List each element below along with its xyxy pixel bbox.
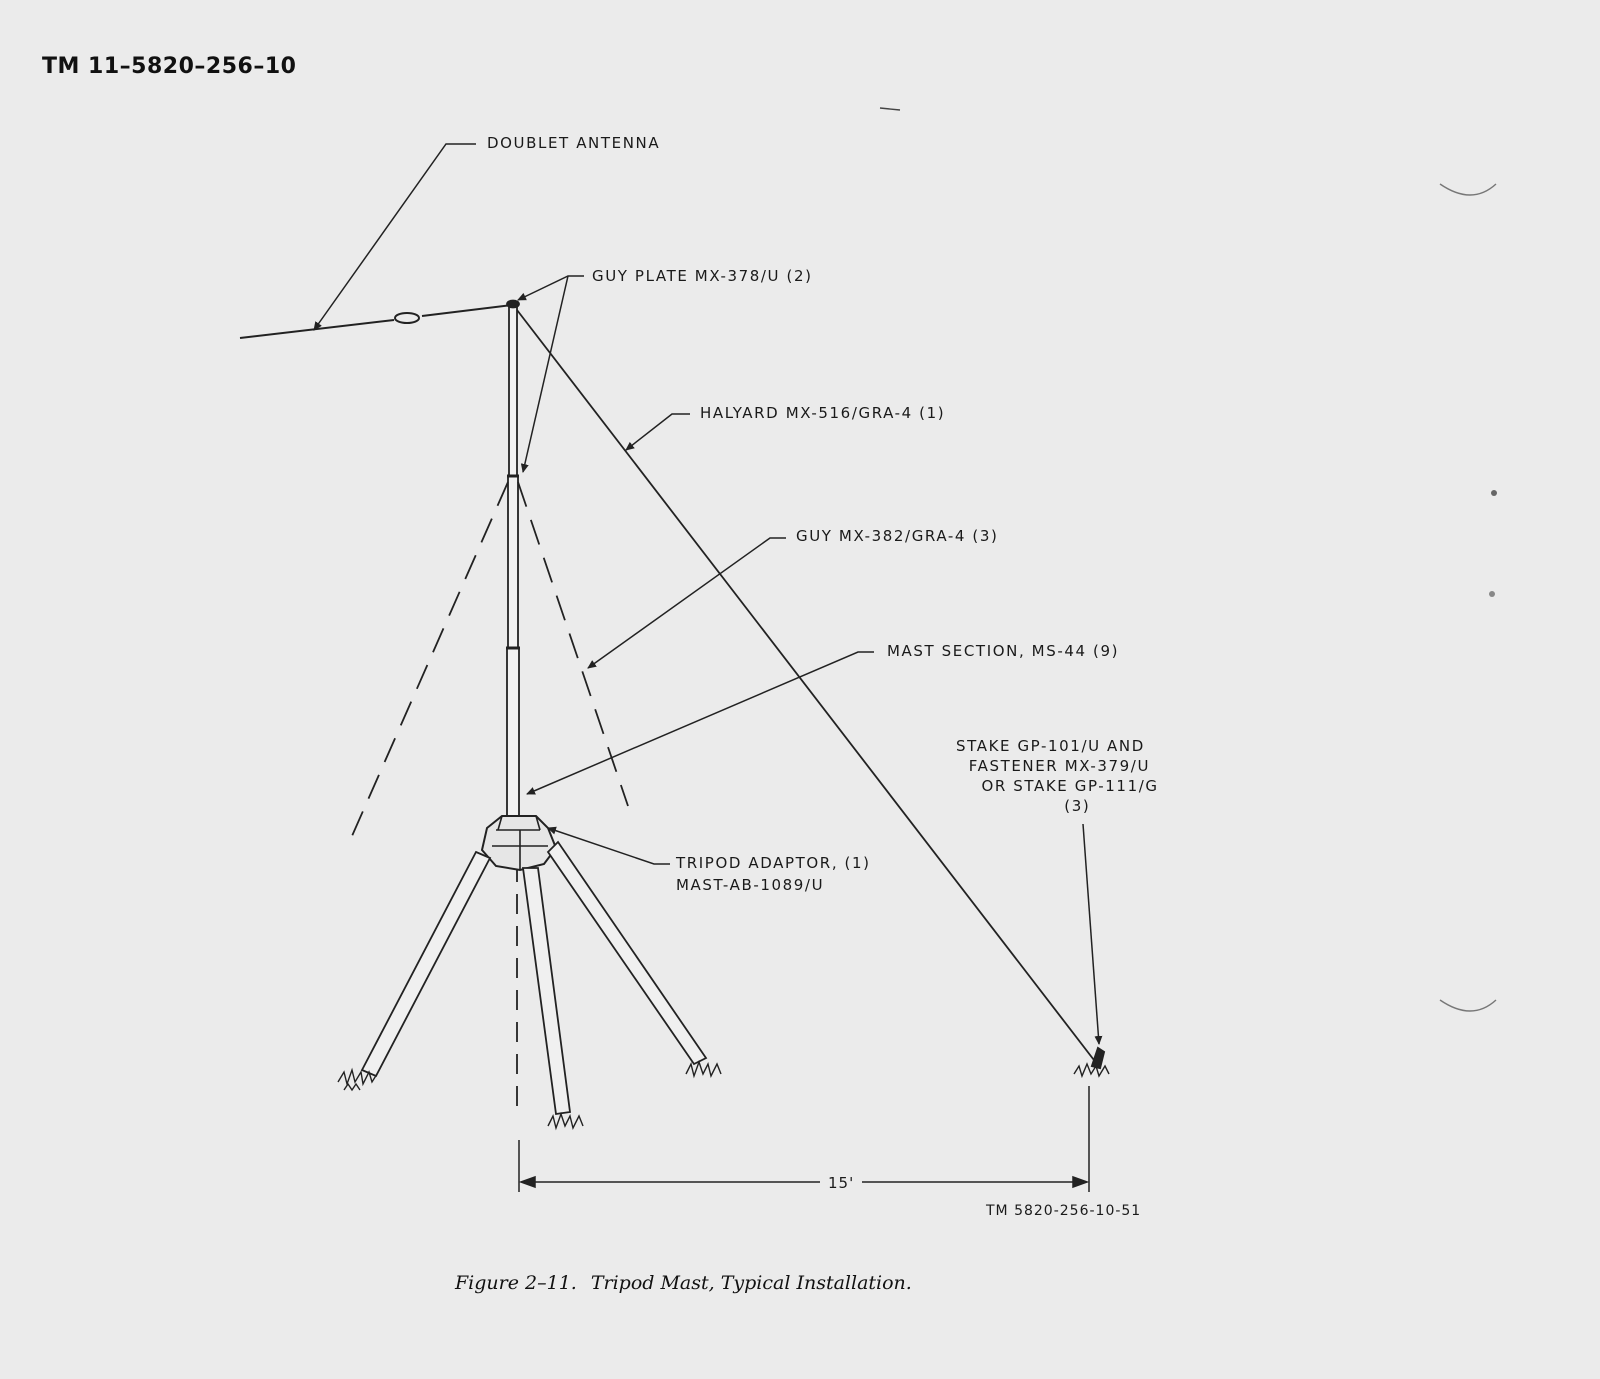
grass-tufts — [338, 1062, 1109, 1128]
dimension-label: 15' — [828, 1174, 855, 1192]
label-doublet-antenna: DOUBLET ANTENNA — [487, 134, 661, 152]
figure-title: Tripod Mast, Typical Installation. — [590, 1272, 912, 1294]
mast — [506, 301, 520, 821]
label-mast-section: MAST SECTION, MS-44 (9) — [887, 642, 1120, 660]
dimension-line — [519, 1086, 1089, 1192]
halyard-line — [517, 310, 1097, 1064]
stake — [1092, 1048, 1104, 1068]
punch-mark — [1491, 490, 1497, 496]
drawing-number: TM 5820-256-10-51 — [986, 1203, 1142, 1219]
stray-mark — [880, 108, 900, 110]
figure-caption — [455, 1272, 912, 1294]
tripod-legs — [362, 842, 706, 1114]
label-tripod-adaptor: TRIPOD ADAPTOR, (1) MAST-AB-1089/U — [676, 854, 871, 894]
label-guy-plate: GUY PLATE MX-378/U (2) — [592, 267, 813, 285]
manual-id: TM 11–5820–256–10 — [42, 54, 297, 79]
punch-mark — [1489, 591, 1495, 597]
label-stake: STAKE GP-101/U AND FASTENER MX-379/U OR STAKE GP-111/G (3) — [956, 737, 1159, 815]
doublet-antenna-wire — [240, 305, 512, 338]
binding-marks — [1440, 184, 1496, 1011]
label-guy: GUY MX-382/GRA-4 (3) — [796, 527, 999, 545]
label-halyard: HALYARD MX-516/GRA-4 (1) — [700, 404, 946, 422]
tripod-adaptor — [482, 816, 556, 870]
figure-number: Figure 2–11. — [455, 1272, 577, 1294]
